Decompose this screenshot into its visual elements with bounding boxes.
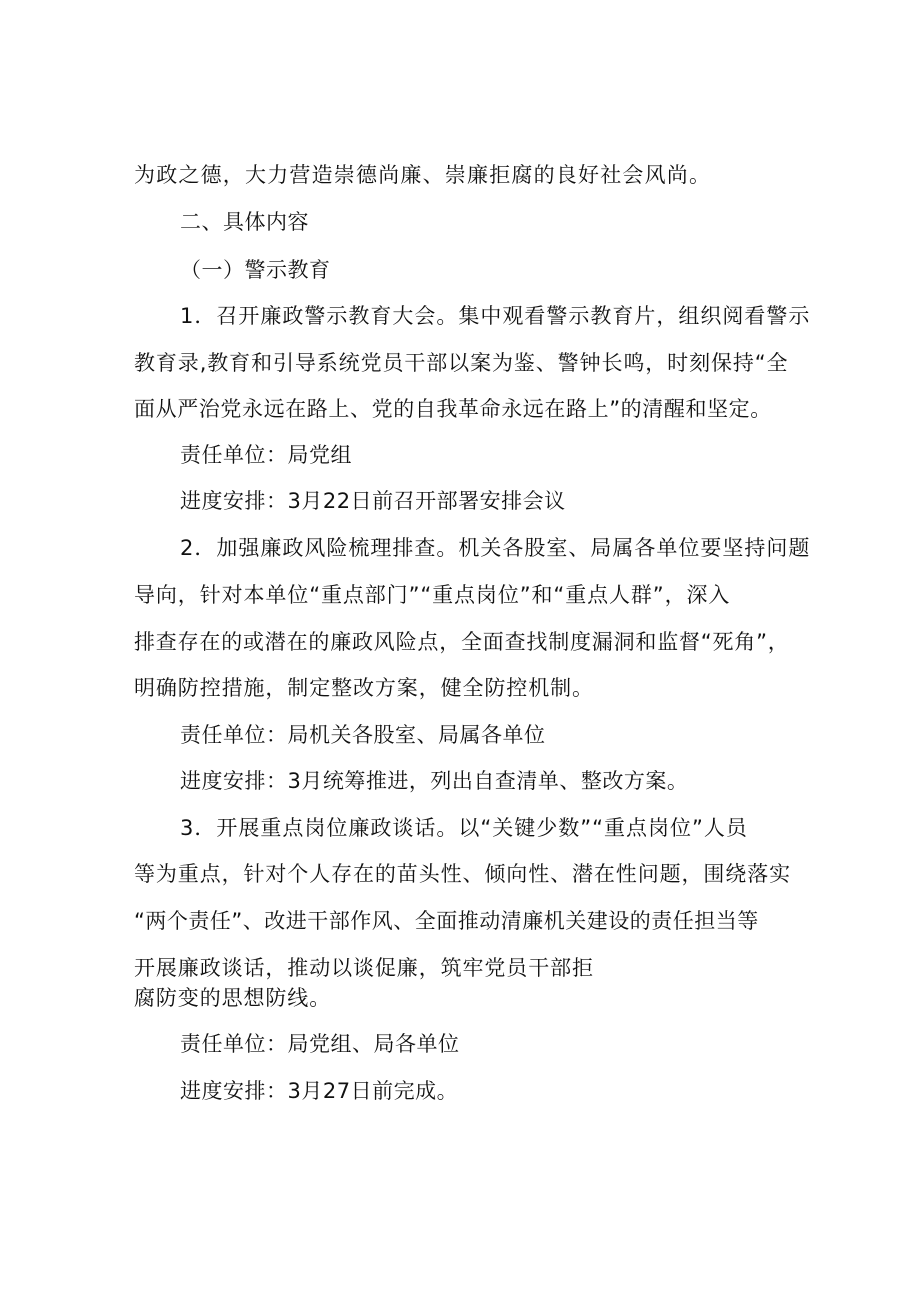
paragraph-line: 教育录,教育和引导系统党员干部以案为鉴、警钟长鸣，时刻保持“全 [134,351,789,375]
paragraph-line: 开展廉政谈话，推动以谈促廉，筑牢党员干部拒 [134,956,594,980]
responsible-unit: 责任单位：局党组、局各单位 [180,1032,460,1056]
paragraph-line: 面从严治党永远在路上、党的自我革命永远在路上”的清醒和坚定。 [134,397,772,421]
paragraph-line: “两个责任”、改进干部作风、全面推动清廉机关建设的责任担当等 [134,909,759,933]
paragraph-line: 1．召开廉政警示教育大会。集中观看警示教育片，组织阅看警示 [180,304,811,328]
paragraph-line: 2．加强廉政风险梳理排查。机关各股室、局属各单位要坚持问题 [180,536,811,560]
paragraph-line: 为政之德，大力营造崇德尚廉、崇廉拒腐的良好社会风尚。 [134,163,712,187]
section-heading: 二、具体内容 [180,210,309,234]
responsible-unit: 责任单位：局党组 [180,443,352,467]
paragraph-line: 导向，针对本单位“重点部门”“重点岗位”和“重点人群”，深入 [134,583,731,607]
paragraph-line: 明确防控措施，制定整改方案，健全防控机制。 [134,676,594,700]
schedule: 进度安排：3月统筹推进，列出自查清单、整改方案。 [180,769,689,793]
subsection-heading: （一）警示教育 [180,258,331,282]
schedule: 进度安排：3月27日前完成。 [180,1079,459,1103]
schedule: 进度安排：3月22日前召开部署安排会议 [180,489,566,513]
paragraph-line: 排查存在的或潜在的廉政风险点，全面查找制度漏洞和监督“死角”， [134,630,790,654]
paragraph-line: 等为重点，针对个人存在的苗头性、倾向性、潜在性问题，围绕落实 [134,862,791,886]
paragraph-line: 3．开展重点岗位廉政谈话。以“关键少数”“重点岗位”人员 [180,816,748,840]
paragraph-line: 腐防变的思想防线。 [134,986,332,1010]
responsible-unit: 责任单位：局机关各股室、局属各单位 [180,723,546,747]
